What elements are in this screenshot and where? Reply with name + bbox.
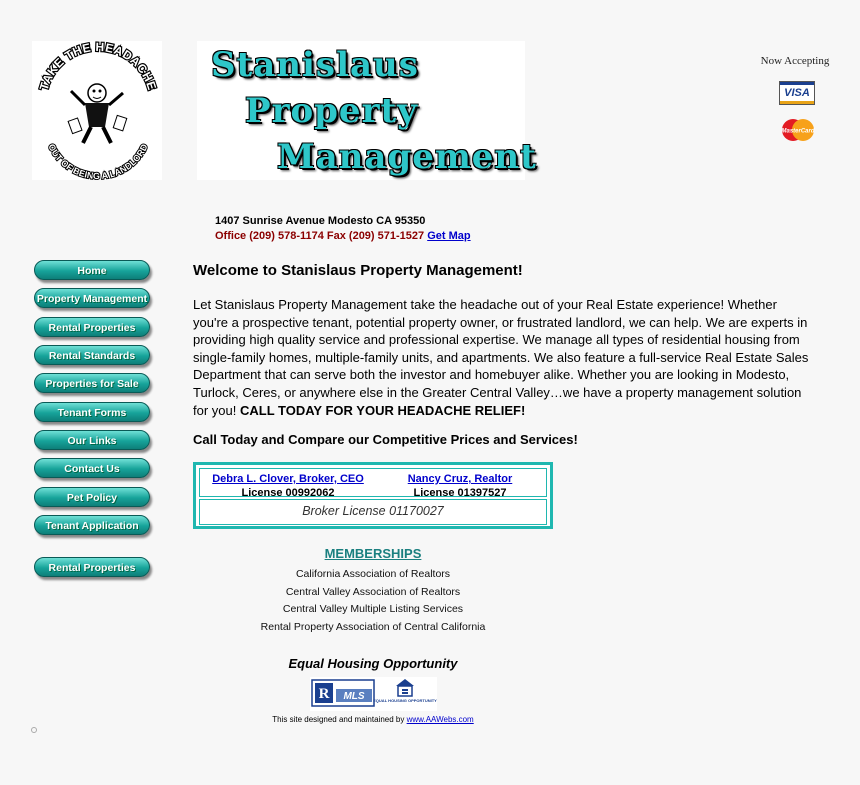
banner-line-3: Management bbox=[277, 137, 537, 177]
nav-rental-properties[interactable]: Rental Properties bbox=[34, 317, 150, 337]
broker-license: Broker License 01170027 bbox=[302, 504, 444, 518]
office-fax-text: Office (209) 578-1174 Fax (209) 571-1527 bbox=[215, 230, 425, 242]
visa-card-icon: VISA bbox=[779, 81, 815, 105]
agent-card bbox=[203, 472, 373, 500]
nav-rental-properties-extra[interactable]: Rental Properties bbox=[34, 557, 150, 577]
call-today-heading: Call Today and Compare our Competitive Prices and Services! bbox=[193, 432, 578, 447]
svg-text:OUT OF BEING A LANDLORD: OUT OF BEING A LANDLORD bbox=[46, 142, 150, 180]
company-banner bbox=[197, 41, 537, 180]
address-text: 1407 Sunrise Avenue Modesto CA 95350 bbox=[215, 215, 426, 227]
equal-housing-icon: EQUAL HOUSING OPPORTUNITY bbox=[373, 698, 437, 703]
footer-text: This site designed and maintained by bbox=[272, 715, 405, 724]
welcome-heading: Welcome to Stanislaus Property Management! bbox=[193, 262, 523, 279]
nav-home[interactable]: Home bbox=[34, 260, 150, 280]
agent-link[interactable]: Debra L. Clover, Broker, CEO bbox=[212, 473, 364, 485]
svg-text:R: R bbox=[318, 686, 330, 702]
realtor-badges bbox=[310, 677, 437, 711]
intro-cta: CALL TODAY FOR YOUR HEADACHE RELIEF! bbox=[239, 402, 526, 418]
mls-icon: MLS bbox=[343, 691, 365, 702]
footer-link[interactable]: www.AAWebs.com bbox=[406, 715, 474, 724]
nav-property-management[interactable]: Property Management bbox=[34, 288, 150, 308]
nav-properties-for-sale[interactable]: Properties for Sale bbox=[34, 373, 150, 393]
mastercard-icon bbox=[780, 118, 816, 142]
membership-item: Central Valley Multiple Listing Services bbox=[282, 603, 464, 615]
license-box bbox=[193, 462, 553, 529]
agent-link[interactable]: Nancy Cruz, Realtor bbox=[407, 473, 513, 485]
nav-contact-us[interactable]: Contact Us bbox=[34, 458, 150, 478]
banner-line-1: Stanislaus bbox=[211, 45, 419, 85]
footer-credit bbox=[193, 715, 553, 724]
nav-pet-policy[interactable]: Pet Policy bbox=[34, 487, 150, 507]
company-logo bbox=[32, 41, 162, 180]
decorative-dot bbox=[31, 727, 37, 733]
intro-paragraph bbox=[193, 296, 813, 419]
membership-item: Rental Property Association of Central California bbox=[260, 621, 486, 633]
nav-rental-standards[interactable]: Rental Standards bbox=[34, 345, 150, 365]
agent-card bbox=[375, 472, 545, 500]
nav-our-links[interactable]: Our Links bbox=[34, 430, 150, 450]
svg-text:MasterCard: MasterCard bbox=[781, 128, 815, 135]
membership-item: Central Valley Association of Realtors bbox=[285, 586, 461, 598]
nav-tenant-forms[interactable]: Tenant Forms bbox=[34, 402, 150, 422]
banner-line-2: Property bbox=[245, 91, 418, 131]
equal-housing-heading: Equal Housing Opportunity bbox=[288, 656, 458, 671]
membership-item: California Association of Realtors bbox=[295, 568, 451, 580]
nav-tenant-application[interactable]: Tenant Application bbox=[34, 515, 150, 535]
svg-text:TAKE THE HEADACHE: TAKE THE HEADACHE bbox=[36, 41, 160, 93]
contact-info bbox=[215, 214, 471, 244]
memberships-link[interactable]: MEMBERSHIPS bbox=[324, 546, 422, 561]
get-map-link[interactable]: Get Map bbox=[427, 230, 471, 242]
now-accepting-label: Now Accepting bbox=[760, 55, 830, 67]
agent-license: License 00992062 bbox=[241, 487, 335, 499]
intro-text: Let Stanislaus Property Management take the headache out of your Real Estate experience! Whether you're a prospective tenant, potential property owner, or frustrated landlord, we can help. We are experts in providing high quality service and professional expertise. We manage all types of residential housing from single-family homes, multiple-family units, and apartments. We also feature a full-service Real Estate Sales Department that can serve both the investor and homebuyer alike. Whether you are looking in Modesto, Turlock, Ceres, or anywhere else in the Greater Central Valley…we have a property management solution for you! bbox=[193, 297, 809, 418]
agent-license: License 01397527 bbox=[413, 487, 507, 499]
